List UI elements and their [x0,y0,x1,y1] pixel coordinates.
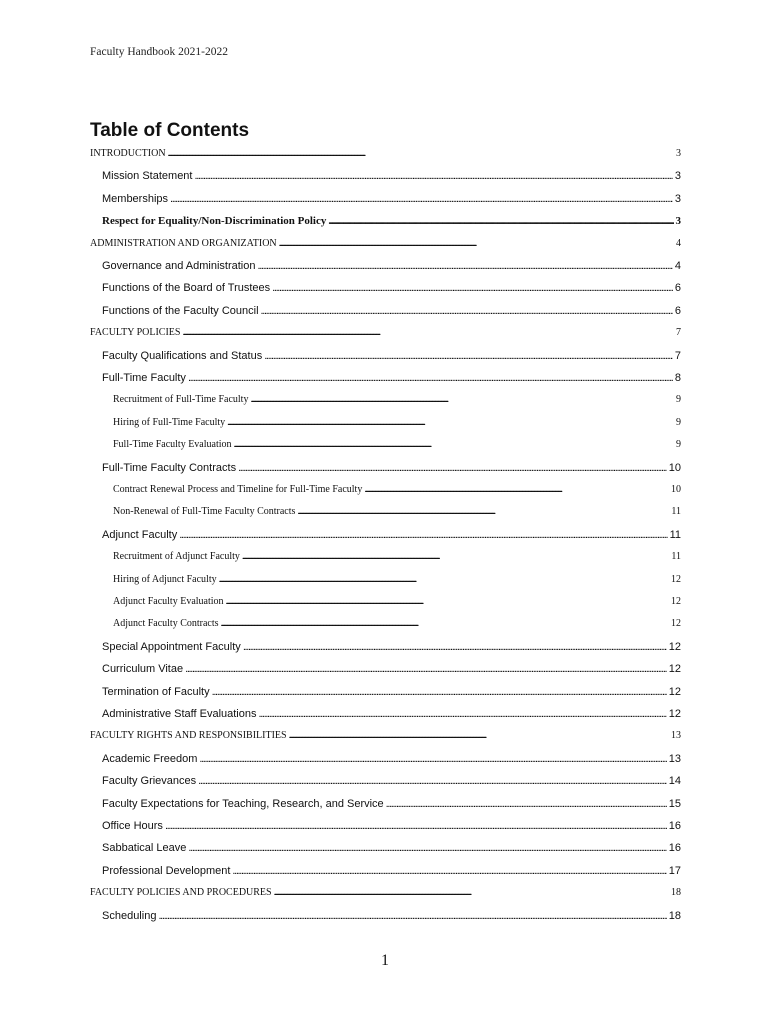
toc-entry-label: Sabbatical Leave [102,842,187,855]
dot-leader [219,574,669,585]
toc-entry[interactable] [102,842,681,854]
toc-entry[interactable] [102,193,681,205]
toc-entry[interactable] [102,305,681,317]
toc-entry-page: 11 [669,528,681,541]
toc-entry[interactable] [113,618,681,629]
toc-entry-label: FACULTY RIGHTS AND RESPONSIBILITIES [90,730,287,742]
dot-leader [212,686,667,698]
toc-entry[interactable] [102,663,681,675]
toc-entry-label: Faculty Qualifications and Status [102,349,263,362]
toc-entry-page: 16 [668,842,681,855]
toc-entry-label: Recruitment of Adjunct Faculty [113,551,240,563]
toc-entry-page: 3 [676,148,681,159]
toc-entry[interactable] [102,910,681,922]
toc-entry-page: 11 [671,551,681,563]
toc-entry-page: 12 [671,573,681,585]
toc-entry-label: Adjunct Faculty Contracts [113,618,219,630]
toc-entry[interactable] [102,170,681,182]
dot-leader [170,193,673,205]
toc-entry-label: Full-Time Faculty Contracts [102,461,237,474]
dot-leader [272,282,673,294]
dot-leader [165,820,667,832]
toc-entry-page: 14 [668,775,681,788]
toc-entry-page: 12 [668,685,681,698]
dot-leader [364,484,669,495]
toc-entry[interactable] [102,350,681,362]
toc-entry-label: Curriculum Vitae [102,663,184,676]
toc-entry[interactable] [102,798,681,810]
toc-entry-page: 6 [674,304,681,317]
running-header: Faculty Handbook 2021-2022 [90,46,228,58]
dot-leader [179,529,667,541]
toc-entry[interactable] [113,484,681,495]
dot-leader [227,417,674,428]
toc-entry-page: 10 [671,484,681,495]
toc-entry-page: 12 [668,663,681,676]
toc-entry[interactable] [102,641,681,653]
toc-entry-page: 8 [674,372,681,384]
toc-entry[interactable] [90,327,681,338]
dot-leader [185,663,667,675]
toc-entry-label: Academic Freedom [102,752,198,765]
toc-entry-page: 13 [671,730,681,742]
dot-leader [188,372,673,384]
toc-entry[interactable] [113,551,681,562]
toc-entry-label: Governance and Administration [102,260,256,272]
toc-entry-page: 13 [668,752,681,765]
toc-entry-label: Non-Renewal of Full-Time Faculty Contracts [113,506,296,518]
toc-entry[interactable] [102,282,681,294]
toc-entry[interactable] [102,820,681,832]
page-number: 1 [381,952,389,969]
toc-entry[interactable] [102,372,681,384]
toc-entry-label: Administrative Staff Evaluations [102,708,257,720]
toc-entry-label: Mission Statement [102,170,193,183]
dot-leader [182,327,674,338]
toc-entry[interactable] [113,506,681,517]
toc-entry-page: 11 [671,506,681,518]
toc-entry[interactable] [102,775,681,787]
toc-entry-label: Contract Renewal Process and Timeline for Full-Time Faculty [113,484,363,495]
toc-entry-page: 18 [671,887,681,899]
dot-leader [242,551,669,562]
toc-entry-label: Termination of Faculty [102,685,210,698]
toc-entry[interactable] [90,148,681,159]
toc-entry[interactable] [113,417,681,428]
dot-leader [261,305,673,317]
toc-entry[interactable] [102,215,681,227]
toc-entry[interactable] [113,439,681,450]
toc-entry-label: Hiring of Full-Time Faculty [113,416,226,428]
toc-entry-page: 7 [674,349,681,362]
toc-entry-label: Office Hours [102,820,163,832]
toc-entry-page: 3 [674,170,681,183]
toc-entry[interactable] [102,753,681,765]
dot-leader [199,753,666,765]
toc-entry-page: 9 [676,416,681,428]
toc-entry-label: Faculty Grievances [102,775,197,788]
toc-entry[interactable] [102,529,681,541]
toc-entry-label: Professional Development [102,864,231,877]
toc-entry-label: Hiring of Adjunct Faculty [113,573,217,585]
dot-leader [221,618,669,629]
toc-entry-label: INTRODUCTION [90,148,166,159]
toc-entry-page: 7 [676,327,681,339]
toc-entry-page: 4 [674,260,681,272]
toc-entry-page: 10 [668,461,681,474]
toc-entry-page: 16 [668,820,681,832]
toc-entry-label: Memberships [102,192,169,205]
toc-entry-label: Respect for Equality/Non-Discrimination Policy [102,215,327,228]
dot-leader [168,148,674,159]
toc-title: Table of Contents [90,120,250,141]
dot-leader [194,170,672,182]
dot-leader [198,775,667,787]
dot-leader [188,842,666,854]
dot-leader [250,394,674,405]
dot-leader [226,596,669,607]
toc-entry-page: 17 [668,864,681,877]
toc-entry[interactable] [113,574,681,585]
toc-entry-label: Functions of the Faculty Council [102,304,259,317]
toc-entry[interactable] [102,462,681,474]
toc-entry-page: 12 [671,618,681,630]
toc-entry-label: Adjunct Faculty [102,528,178,541]
dot-leader [257,260,672,272]
toc-entry-page: 3 [675,215,681,228]
toc-entry-label: Recruitment of Full-Time Faculty [113,394,249,406]
dot-leader [238,462,667,474]
toc-entry[interactable] [102,865,681,877]
toc-entry[interactable] [102,708,681,720]
toc-entry-label: Full-Time Faculty [102,372,186,384]
toc-entry-page: 15 [668,797,681,810]
toc-entry-label: ADMINISTRATION AND ORGANIZATION [90,237,277,249]
toc-entry[interactable] [102,260,681,272]
toc-entry-page: 18 [668,909,681,922]
dot-leader [297,506,669,517]
toc-entry[interactable] [113,394,681,405]
toc-entry-label: FACULTY POLICIES [90,327,181,339]
toc-entry-label: Full-Time Faculty Evaluation [113,439,232,451]
toc-entry-label: Faculty Expectations for Teaching, Research, and Service [102,797,384,810]
toc-entry-label: Adjunct Faculty Evaluation [113,596,224,607]
dot-leader [274,887,669,898]
toc-entry-label: Functions of the Board of Trustees [102,282,271,295]
toc-entry-label: Scheduling [102,909,157,922]
dot-leader [279,238,674,249]
toc-entry-page: 12 [668,708,681,720]
toc-entry-label: FACULTY POLICIES AND PROCEDURES [90,887,272,899]
dot-leader [234,439,674,450]
toc-entry-page: 6 [674,282,681,295]
toc-entry[interactable] [102,686,681,698]
toc-entry-page: 9 [676,394,681,406]
toc-entry[interactable] [90,887,681,898]
toc-entry-page: 12 [668,640,681,653]
dot-leader [243,641,667,653]
dot-leader [328,215,673,227]
dot-leader [232,865,666,877]
toc-entry-page: 9 [676,439,681,451]
toc-entry-page: 12 [671,596,681,607]
toc-entry[interactable] [113,596,681,607]
toc-entry-page: 3 [674,192,681,205]
dot-leader [264,350,673,362]
toc-entry[interactable] [90,238,681,249]
toc-entry-label: Special Appointment Faculty [102,640,241,653]
dot-leader [258,708,666,720]
dot-leader [386,798,667,810]
toc-entry[interactable] [90,730,681,741]
toc-entry-page: 4 [676,237,681,249]
dot-leader [289,730,669,741]
dot-leader [158,910,666,922]
